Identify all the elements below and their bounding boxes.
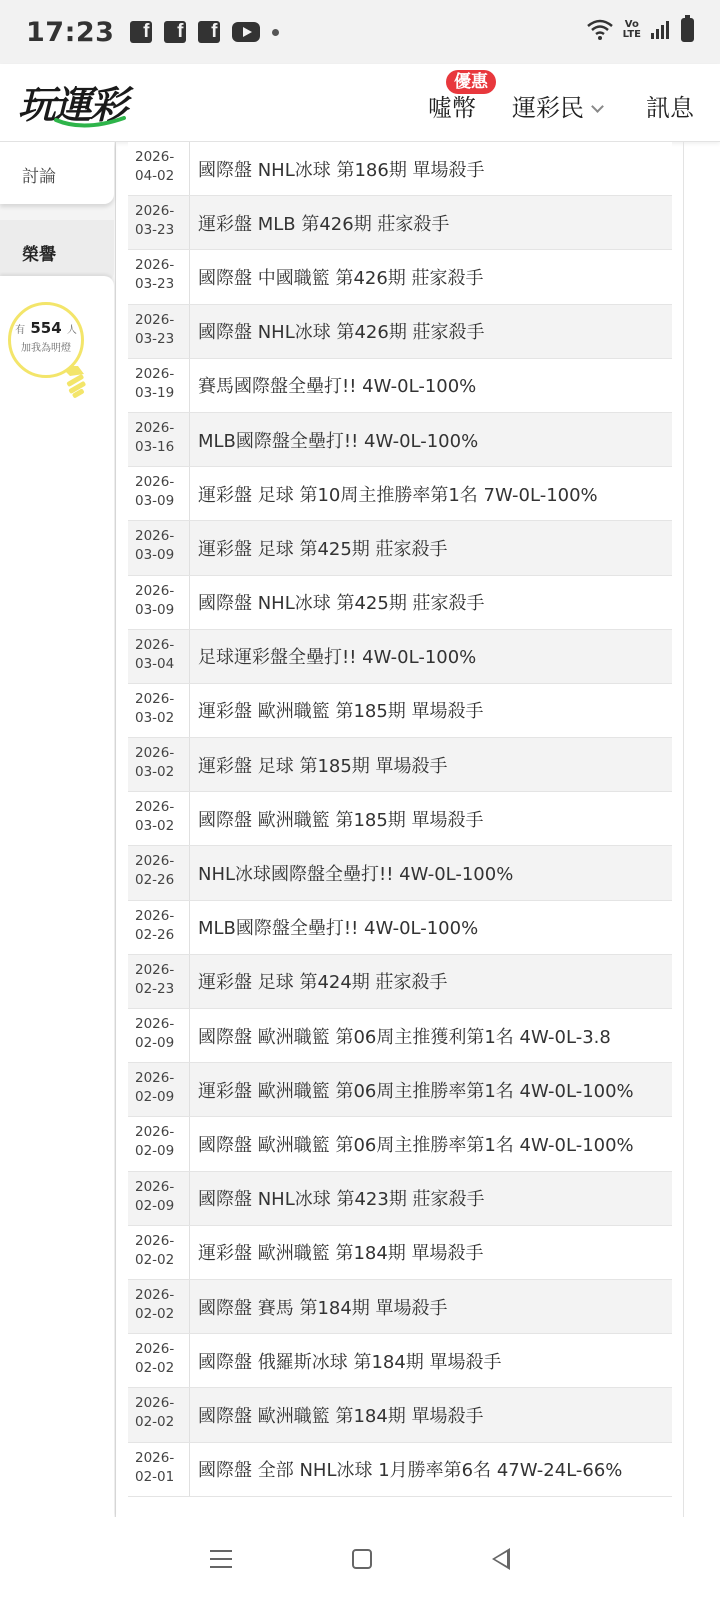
record-date-month-day: 03-09 [135, 547, 175, 564]
record-title: 國際盤 全部 NHL冰球 1月勝率第6名 47W-24L-66% [198, 1460, 623, 1482]
record-date [128, 792, 190, 845]
record-date [128, 359, 190, 412]
record-date [128, 846, 190, 899]
record-date-month-day: 02-23 [135, 980, 175, 997]
record-title: 國際盤 歐洲職籃 第06周主推勝率第1名 4W-0L-100% [198, 1134, 634, 1156]
record-row[interactable] [128, 413, 672, 467]
record-date [128, 1172, 190, 1225]
record-date-year: 2026- [135, 311, 175, 328]
status-time: 17:23 [26, 16, 115, 48]
back-icon[interactable] [492, 1548, 510, 1570]
record-title: 國際盤 俄羅斯冰球 第184期 單場殺手 [198, 1351, 502, 1373]
record-title: 運彩盤 足球 第10周主推勝率第1名 7W-0L-100% [198, 484, 598, 506]
record-title: 國際盤 歐洲職籃 第185期 單場殺手 [198, 809, 484, 831]
record-date-year: 2026- [135, 582, 175, 599]
record-date-year: 2026- [135, 961, 175, 978]
nav-messages-link[interactable]: 訊息 [646, 94, 694, 122]
record-row[interactable] [128, 1009, 672, 1063]
record-date-month-day: 02-09 [135, 1089, 175, 1106]
record-title: 運彩盤 歐洲職籃 第06周主推勝率第1名 4W-0L-100% [198, 1080, 634, 1102]
record-date [128, 1009, 190, 1062]
record-date-year: 2026- [135, 1016, 175, 1032]
record-date-year: 2026- [135, 799, 175, 816]
record-date [128, 738, 190, 791]
record-date-month-day: 02-02 [135, 1360, 175, 1377]
bulb-caption: 加我為明燈 [21, 343, 71, 354]
record-date [128, 467, 190, 520]
wifi-icon [587, 19, 613, 41]
record-date-year: 2026- [135, 1341, 175, 1358]
record-row[interactable] [128, 1172, 672, 1226]
promo-badge[interactable]: 優惠 [446, 70, 496, 94]
record-date-year: 2026- [135, 1232, 175, 1249]
record-row[interactable] [128, 792, 672, 846]
record-date-month-day: 03-16 [135, 438, 175, 455]
sidebar-tab-honor[interactable] [0, 220, 114, 282]
record-date [128, 1117, 190, 1170]
record-date [128, 305, 190, 358]
honor-records-panel [116, 142, 684, 1517]
record-date-month-day: 03-09 [135, 493, 175, 510]
bulb-circle [8, 302, 84, 378]
record-date-month-day: 02-26 [135, 926, 175, 943]
record-title: 運彩盤 MLB 第426期 莊家殺手 [198, 213, 450, 235]
youtube-icon [232, 22, 260, 42]
nav-bettor-label: 運彩民 [512, 94, 584, 122]
record-title: 運彩盤 足球 第185期 單場殺手 [198, 755, 448, 777]
record-title: NHL冰球國際盤全壘打!! 4W-0L-100% [198, 864, 514, 886]
record-title: 國際盤 歐洲職籃 第184期 單場殺手 [198, 1405, 484, 1427]
record-row[interactable] [128, 846, 672, 900]
record-date-month-day: 02-09 [135, 1035, 175, 1051]
sidebar [0, 142, 116, 1517]
record-date-month-day: 03-09 [135, 601, 175, 618]
follow-bulb-button[interactable] [8, 302, 104, 412]
nav-coin-link[interactable]: 噓幣 [428, 94, 476, 122]
record-date [128, 1063, 190, 1116]
record-date-year: 2026- [135, 1178, 175, 1195]
record-date-year: 2026- [135, 1286, 175, 1303]
site-header [0, 64, 720, 142]
record-date-year: 2026- [135, 1449, 175, 1466]
nav-bettor-menu[interactable] [512, 88, 602, 123]
record-date-month-day: 03-23 [135, 222, 175, 239]
volte-icon: Vo LTE [622, 19, 641, 40]
record-row[interactable] [128, 1226, 672, 1280]
record-date-year: 2026- [135, 203, 175, 220]
record-date-month-day: 02-26 [135, 872, 175, 889]
record-row[interactable] [128, 1334, 672, 1388]
record-row[interactable] [128, 1443, 672, 1497]
record-row[interactable] [128, 684, 672, 738]
record-date-month-day: 02-09 [135, 1197, 175, 1214]
record-date [128, 413, 190, 466]
record-date-month-day: 03-23 [135, 330, 175, 347]
more-notifications-dot-icon [272, 29, 279, 36]
record-date-year: 2026- [135, 690, 175, 707]
record-row[interactable] [128, 467, 672, 521]
sidebar-tab-discuss-label: 討論 [22, 167, 56, 187]
follower-count: 554 [30, 319, 62, 337]
record-row[interactable] [128, 196, 672, 250]
record-row[interactable] [128, 142, 672, 196]
record-row[interactable] [128, 955, 672, 1009]
record-row[interactable] [128, 1280, 672, 1334]
record-row[interactable] [128, 901, 672, 955]
record-date [128, 1334, 190, 1387]
facebook-icon: f [164, 21, 186, 43]
record-date-month-day: 03-02 [135, 709, 175, 726]
battery-icon [681, 18, 694, 42]
record-title: 國際盤 NHL冰球 第426期 莊家殺手 [198, 322, 485, 344]
record-date-month-day: 03-19 [135, 384, 175, 401]
record-date-year: 2026- [135, 636, 175, 653]
record-title: 賽馬國際盤全壘打!! 4W-0L-100% [198, 376, 477, 398]
record-date-month-day: 02-02 [135, 1305, 175, 1322]
system-nav-bar [0, 1517, 720, 1600]
site-logo[interactable]: 玩運彩 [18, 83, 127, 127]
record-date-year: 2026- [135, 1124, 175, 1141]
record-date-year: 2026- [135, 257, 175, 274]
record-date-year: 2026- [135, 528, 175, 545]
record-date [128, 630, 190, 683]
record-date-year: 2026- [135, 419, 175, 436]
record-row[interactable] [128, 1388, 672, 1442]
record-date-year: 2026- [135, 365, 175, 382]
record-title: 運彩盤 足球 第424期 莊家殺手 [198, 972, 448, 994]
record-title: 運彩盤 歐洲職籃 第185期 單場殺手 [198, 701, 484, 723]
record-date-year: 2026- [135, 853, 175, 870]
record-row[interactable] [128, 1117, 672, 1171]
record-row[interactable] [128, 738, 672, 792]
home-icon[interactable] [352, 1549, 372, 1569]
chevron-down-icon [591, 100, 604, 113]
record-row[interactable] [128, 250, 672, 304]
recents-icon[interactable] [210, 1550, 232, 1568]
status-bar [0, 0, 720, 64]
record-title: MLB國際盤全壘打!! 4W-0L-100% [198, 430, 479, 452]
record-title: 國際盤 歐洲職籃 第06周主推獲利第1名 4W-0L-3.8 [198, 1026, 611, 1048]
record-row[interactable] [128, 521, 672, 575]
record-date-year: 2026- [135, 474, 175, 491]
record-date [128, 901, 190, 954]
record-row[interactable] [128, 1063, 672, 1117]
honor-records-table [128, 142, 672, 1497]
record-date-month-day: 02-02 [135, 1251, 175, 1268]
record-date-year: 2026- [135, 907, 175, 924]
record-date [128, 250, 190, 303]
record-date-month-day: 04-02 [135, 168, 175, 184]
bulb-prefix: 有 [15, 325, 26, 336]
facebook-icon: f [130, 21, 152, 43]
signal-icon [651, 21, 671, 39]
record-date [128, 196, 190, 249]
sidebar-tab-honor-label: 榮譽 [22, 245, 56, 265]
record-title: 國際盤 NHL冰球 第186期 單場殺手 [198, 159, 485, 181]
record-title: 國際盤 NHL冰球 第425期 莊家殺手 [198, 593, 485, 615]
record-date-year: 2026- [135, 149, 175, 165]
record-date-month-day: 03-23 [135, 276, 175, 293]
logo-swoosh-icon [54, 116, 126, 130]
record-date [128, 684, 190, 737]
facebook-icon: f [198, 21, 220, 43]
record-date-month-day: 02-01 [135, 1468, 175, 1485]
record-date [128, 1280, 190, 1333]
record-date [128, 576, 190, 629]
sidebar-panel [0, 276, 114, 1517]
record-title: 國際盤 賽馬 第184期 單場殺手 [198, 1297, 448, 1319]
record-title: 國際盤 中國職籃 第426期 莊家殺手 [198, 267, 484, 289]
record-date-year: 2026- [135, 1070, 175, 1087]
bulb-suffix: 人 [66, 325, 77, 336]
record-date-month-day: 02-02 [135, 1414, 175, 1431]
record-date [128, 142, 190, 195]
record-date-month-day: 03-02 [135, 818, 175, 835]
record-date-month-day: 03-02 [135, 764, 175, 781]
record-title: MLB國際盤全壘打!! 4W-0L-100% [198, 918, 479, 940]
record-row[interactable] [128, 305, 672, 359]
record-date-year: 2026- [135, 745, 175, 762]
record-date [128, 955, 190, 1008]
record-row[interactable] [128, 630, 672, 684]
record-date-month-day: 02-09 [135, 1143, 175, 1160]
record-row[interactable] [128, 576, 672, 630]
record-date-month-day: 03-04 [135, 655, 175, 672]
record-row[interactable] [128, 359, 672, 413]
record-title: 足球運彩盤全壘打!! 4W-0L-100% [198, 647, 477, 669]
record-title: 運彩盤 足球 第425期 莊家殺手 [198, 538, 448, 560]
record-title: 運彩盤 歐洲職籃 第184期 單場殺手 [198, 1243, 484, 1265]
record-date [128, 521, 190, 574]
sidebar-tab-discuss[interactable] [0, 142, 114, 204]
record-date-year: 2026- [135, 1395, 175, 1412]
record-date [128, 1388, 190, 1441]
record-title: 國際盤 NHL冰球 第423期 莊家殺手 [198, 1189, 485, 1211]
record-date [128, 1443, 190, 1496]
record-date [128, 1226, 190, 1279]
